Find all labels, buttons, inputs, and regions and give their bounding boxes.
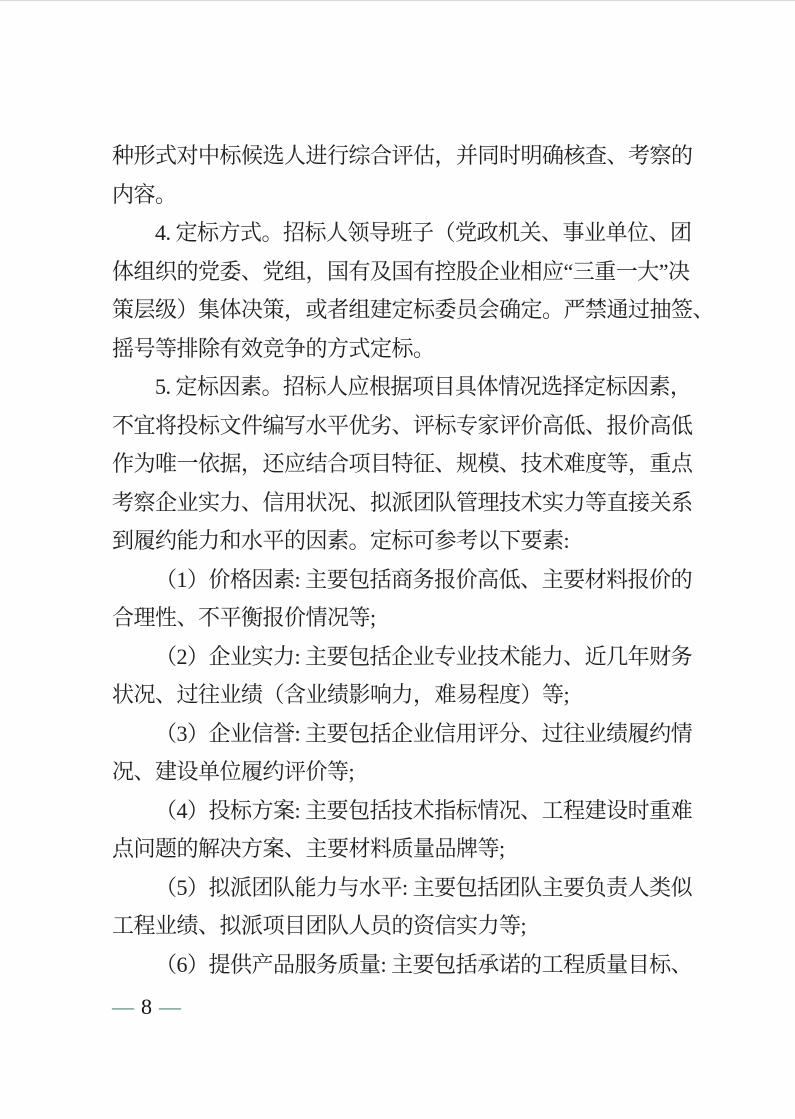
page-footer bbox=[112, 992, 181, 1022]
footer-left-dash: — bbox=[112, 994, 134, 1019]
text-line: 工程业绩、拟派项目团队人员的资信实力等; bbox=[112, 913, 527, 938]
text-line: 不宜将投标文件编写水平优劣、评标专家评价高低、报价高低 bbox=[112, 412, 693, 438]
text-line: （4）投标方案: 主要包括技术指标情况、工程建设时重难 bbox=[155, 797, 693, 823]
footer-right-dash: — bbox=[159, 994, 181, 1019]
text-line: 5. 定标因素。招标人应根据项目具体情况选择定标因素， bbox=[155, 374, 692, 399]
text-line: （1）价格因素: 主要包括商务报价高低、主要材料报价的 bbox=[155, 566, 693, 592]
text-line: 种形式对中标候选人进行综合评估，并同时明确核查、考察的 bbox=[112, 143, 693, 168]
scan-edge-artifact bbox=[0, 0, 795, 1]
text-line: （3）企业信誉: 主要包括企业信用评分、过往业绩履约情 bbox=[155, 720, 693, 746]
text-line: （6）提供产品服务质量: 主要包括承诺的工程质量目标、 bbox=[155, 951, 693, 977]
text-line: 4. 定标方式。招标人领导班子（党政机关、事业单位、团 bbox=[155, 220, 692, 245]
text-line: 状况、过往业绩（含业绩影响力，难易程度）等; bbox=[112, 682, 570, 707]
text-line: 摇号等排除有效竞争的方式定标。 bbox=[112, 335, 435, 361]
page-number: 8 bbox=[141, 994, 152, 1019]
text-line: 体组织的党委、党组，国有及国有控股企业相应“三重一大”决 bbox=[112, 258, 690, 284]
text-line: 内容。 bbox=[112, 181, 177, 207]
text-block bbox=[112, 137, 715, 984]
text-line: （5）拟派团队能力与水平: 主要包括团队主要负责人类似 bbox=[155, 874, 693, 900]
text-line: 策层级）集体决策，或者组建定标委员会确定。严禁通过抽签、 bbox=[112, 297, 715, 322]
text-line: （2）企业实力: 主要包括企业专业技术能力、近几年财务 bbox=[155, 643, 693, 669]
text-line: 作为唯一依据，还应结合项目特征、规模、技术难度等，重点 bbox=[112, 451, 693, 476]
text-line: 点问题的解决方案、主要材料质量品牌等; bbox=[112, 836, 505, 861]
text-line: 到履约能力和水平的因素。定标可参考以下要素: bbox=[112, 528, 570, 553]
text-line: 合理性、不平衡报价情况等; bbox=[112, 605, 376, 630]
text-line: 况、建设单位履约评价等; bbox=[112, 759, 355, 784]
text-line: 考察企业实力、信用状况、拟派团队管理技术实力等直接关系 bbox=[112, 489, 693, 515]
